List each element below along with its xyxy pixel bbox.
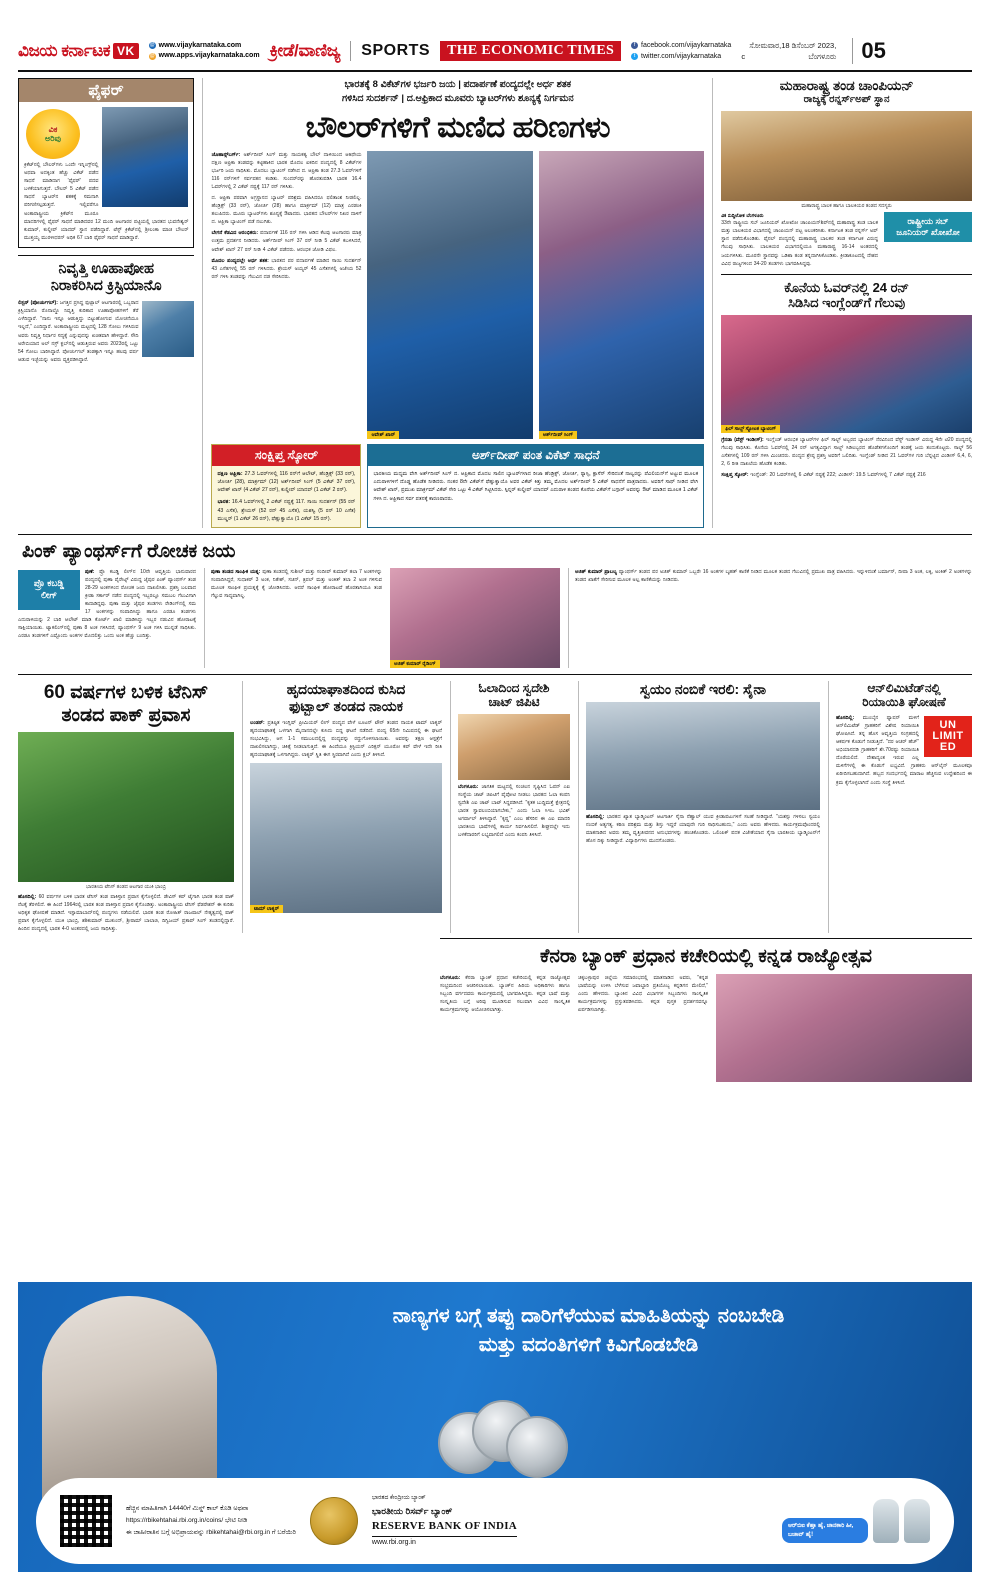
- rbi-identity: ಭಾರತದ ಕೇಂದ್ರೀಯ ಬ್ಯಾಂಕ್ ಭಾರತೀಯ ರಿಸರ್ವ್ ಬ್ಯಾಂಕ್ RESERVE BANK OF INDIA www.rbi.org.in: [372, 1494, 517, 1548]
- achievement-title: ಅರ್ಶ್‌ದೀಪ್ ಪಂತ ವಿಕೆಟ್ ಸಾಧನೆ: [368, 445, 703, 466]
- score-ind: ಭಾರತ: 16.4 ಓವರ್‌ಗಳಲ್ಲಿ 2 ವಿಕೆಟ್ ನಷ್ಟಕ್ಕೆ 117. ಸಾಯಿ ಸುದರ್ಶನ್ (55 ರನ್ 43 ಎಸೆತ), ಶ್ರೇಯಸ್ (52 ರನ್ 45 ಎಸೆತ), ಯಶಸ್ವಿ (5 ರನ್ 10 ಎಸೆತ) ಮುಲ್ಡರ್ (1 ವಿಕೆಟ್ 26 ರನ್), ಫೆಹ್ಲುಕ್ವಾಯೊ (1 ವಿಕೆಟ್ 15 ರನ್).: [217, 499, 356, 523]
- edition-city: ಬೆಂಗಳೂರು: [808, 52, 837, 61]
- newspaper-page: [0, 30, 990, 1584]
- pro-kabaddi-logo: ಪ್ರೊ ಕಬಡ್ಡಿ ಲೀಗ್: [18, 570, 80, 610]
- lead-body-row: [211, 151, 704, 439]
- publication-name: ವಿಜಯ ಕರ್ನಾಟಕ: [18, 41, 110, 60]
- kabaddi-photo-col: [390, 568, 560, 668]
- fifer-title: ಫೈಫರ್: [19, 79, 193, 102]
- brief-score-title: ಸಂಕ್ಷಿಪ್ತ ಸ್ಕೋರ್: [212, 445, 360, 466]
- mascot-group: [782, 1499, 930, 1543]
- unlimited-paragraph: UN LIMIT ED ಹೊಸದಿಲ್ಲಿ: ಮುಂಬೈನ ಫ್ಯಾಷನ್ ಮಳಿಗೆ ಆನ್‌ಲಿಮಿಟೆಡ್ ಗ್ರಾಹಕರಿಗೆ ವಿಶೇಷ ರಿಯಾಯಿತಿ ಘೋಷಿಸಿದೆ. ತನ್ನ ಹೊಸ ಆವೃತ್ತಿಯ ಸಂಗ್ರಹದಲ್ಲಿ ಆಕರ್ಷಕ ಕೊಡುಗೆ ನೀಡುತ್ತಿದೆ. "ದರ ಆಚರ್ ಹೆಚ್" ಅಭಿಯಾನದಡಿ ಗ್ರಾಹಕರಿಗೆ ಶೇ.70ರಷ್ಟು ರಿಯಾಯಿತಿ ದೊರೆಯಲಿದೆ. ದೇಶಾದ್ಯಂತ ಇರುವ ಎಲ್ಲ ಮಳಿಗೆಗಳಲ್ಲಿ ಈ ಕೊಡುಗೆ ಲಭ್ಯವಿದೆ. ಗ್ರಾಹಕರು ಆನ್‌ಲೈನ್ ಮೂಲಕವೂ ಖರೀದಿಸಬಹುದಾಗಿದೆ. ಹಬ್ಬದ ಸಂದರ್ಭದಲ್ಲಿ ಮಾರಾಟ ಹೆಚ್ಚಿಸುವ ಉದ್ದೇಶದಿಂದ ಈ ಕ್ರಮ ಕೈಗೊಳ್ಳಲಾಗಿದೆ ಎಂದು ಸಂಸ್ಥೆ ತಿಳಿಸಿದೆ.: [836, 714, 972, 786]
- brief-score-body: [212, 466, 360, 528]
- apps-icon: @: [149, 52, 155, 59]
- khokho-team-photo: [721, 111, 972, 201]
- site-link-main[interactable]: @ www.vijaykarnataka.com: [149, 41, 242, 49]
- kabaddi-photo-caption: ಅಜಿತ್ ಕುಮಾರ್ ರೈಡಿಂಗ್: [390, 660, 440, 668]
- khokho-text: [721, 212, 878, 268]
- tennis-body-row: [18, 893, 234, 933]
- saina-event-photo: [586, 702, 820, 810]
- khokho-article: [721, 78, 972, 268]
- canara-event-photo: [716, 974, 972, 1082]
- achievement-body: ಭಾರತೀಯ ಮಧ್ಯಮ ವೇಗಿ ಅರ್ಶ್‌ದೀಪ್ ಸಿಂಗ್ ದ. ಆಫ್ರಿಕಾದ ಮೊದಲ ಸಾಲಿನ ಬ್ಯಾಟರ್‌ಗಳಾದ ರೀಜಾ ಹೆಂಡ್ರಿಕ್ಸ್, ಜೋರ್ಜಿ, ರ‍್ಯಾಸ್ಸಿ, ಕ್ಲಾಸೆನ್ ಸೇರಿದಂತೆ ನಾಲ್ವರನ್ನು ಪೆವಿಲಿಯನ್‌ಗೆ ಅಟ್ಟುವ ಮೂಲಕ ಎದುರಾಳಿಗಳಿಗೆ ದೊಡ್ಡ ಹೊಡೆತ ನೀಡಿದರು. ನಂತರ 8ನೇ ವಿಕೆಟ್‌ಗೆ ಫೆಹ್ಲುಕ್ವಾಯೊ ಅವರ ವಿಕೆಟ್ ಕಿತ್ತು ತಮ್ಮ ಮೊದಲ ಅರ್ಶ್‌ದೀಪ್ 5 ವಿಕೆಟ್ ಸಾಧನೆಗೆ ಪಾತ್ರರಾದರು. ಅವರಿಗೆ ಸಾಥ್ ನೀಡಿದ ವೇಗಿ ಆವೇಶ್ ಖಾನ್, ಪ್ರಮುಖ ಮಾರ್ಕ್ರಮ್ ವಿಕೆಟ್ ಸೇರಿ ಒಟ್ಟು 4 ವಿಕೆಟ್ ಗಿಟ್ಟಿಸಿದರು. ಸ್ಪಿನ್ನರ್ ಕುಲ್ದೀಪ್ ಯಾದವ್ ಎದುರಾಳಿ ತಂಡದ ಕೊನೆಯ ವಿಕೆಟ್‌ಗೆ ಬಗ್ಗಾರ್ ಅವರನ್ನು ಔಟ್ ಮಾಡಿದ ಮೂಲಕ 1 ವಿಕೆಟ್ ಗಳಿಸಿ ದ. ಆಫ್ರಿಕಾದ ಸರ್ವ ಪತನಕ್ಕೆ ಕಾರಣರಾದರು.: [373, 470, 699, 502]
- qr-code-icon[interactable]: [60, 1495, 112, 1547]
- avesh-khan-photo: [367, 151, 532, 439]
- unlimited-dateline: ಹೊಸದಿಲ್ಲಿ:: [836, 714, 855, 721]
- mascot-speech-bubble: ಆರ್‌ಬಿಐ ಕೆಹ್ತಾ ಹೈ, ಜಾನಕಾರಿ ಹೀ, ಬಚಾವ್ ಹೈ!: [782, 1518, 868, 1543]
- khokho-dateline: ವಿಕ ಸುದ್ದಿಲೋಕ ಬೆಂಗಳೂರು: [721, 212, 764, 218]
- lead-subhead-1: ಬೇಗನೆ ಕೆಡವಿದ ಆರಂಭಿಕರು:: [211, 230, 259, 237]
- ronaldo-headline-1: ನಿವೃತ್ತಿ ಊಹಾಪೋಹ: [58, 260, 155, 277]
- kabaddi-section: [18, 534, 972, 667]
- left-column: [18, 78, 194, 528]
- lead-paragraph-2: ದ. ಆಫ್ರಿಕಾ ಪರವಾಗಿ ಅಗ್ರಸ್ಥಾನದ ಬ್ಯಾಟರ್ ಪರಿಶ್ರಮ ವಹಿಸಿದರೂ ಫಲಿತಾಂಶ ನೀಡಲಿಲ್ಲ. ಹೆಂಡ್ರಿಕ್ಸ್ (33 ರನ್), ಜೋರ್ಜಿ (28) ಹಾಗೂ ಮಾರ್ಕ್ರಮ್ (12) ಮಾತ್ರ ಎರಡಂಕಿ ತಲುಪಿದರು. ಮೂರು ಬ್ಯಾಟರ್‌ಗಳು ಶೂನ್ಯಕ್ಕೆ ಔಟಾದರು. ಭಾರತದ ಬೌಲರ್‌ಗಳ ನಿಖರ ದಾಳಿಗೆ ದ. ಆಫ್ರಿಕಾ ಬ್ಯಾಟಿಂಗ್ ಪಡೆ ನಲುಗಿತು.: [211, 194, 362, 226]
- kabaddi-col-2: ಪುಣಾ ತಂಡದ ಸಾಂಘಿಕ ಯತ್ನ: ಪುಣಾ ತಂಡದಲ್ಲಿ ಸುಶೀಲ್ ಮತ್ತು ಸಂದೀಪ್ ಕುಮಾರ್ ತಲಾ 7 ಅಂಕಗಳನ್ನು ಸಂಪಾದಿಸಿದ್ದರೆ, ಸುಧಾಕರ್ 3 ಅಂಕ, ನಿತೇಶ್, ಸಚಿನ್, ತ್ರಿಪಲ್ ಮತ್ತು ಅಂಕಿತ್ ತಲಾ 2 ಅಂಕ ಗಳಿಸುವ ಮೂಲಕ ಸಾಂಘಿಕ ಪ್ರಯತ್ನಕ್ಕೆ ಕೈ ಜೋಡಿಸಿದರು. ಆದರೆ ಸಾಂಘಿಕ ಹೋರಾಟವೆ ಹೊರತಾಗಿಯೂ ತಂಡ ಗೆಲ್ಲುವ ಸಾಧ್ಯವಾಗಿಲ್ಲ.: [204, 568, 382, 668]
- economic-times-logo: THE ECONOMIC TIMES: [440, 41, 621, 61]
- khokho-headline: ಮಹಾರಾಷ್ಟ್ರ ತಂಡ ಚಾಂಪಿಯನ್: [779, 78, 914, 93]
- lead-dateline: ಜೊಹಾನ್ಸ್‌ಬರ್ಗ್:: [211, 151, 241, 158]
- section-krida-label: ಕ್ರೀಡೆ/ವಾಣಿಜ್ಯ: [269, 41, 341, 60]
- england-article: [721, 274, 972, 480]
- unlimited-headline-1: ಆನ್‌ಲಿಮಿಟೆಡ್‌ನಲ್ಲಿ: [867, 680, 941, 695]
- tennis-article: [18, 681, 234, 934]
- vika-arivu-logo: ವಿಕ ಅರಿವು: [26, 109, 80, 159]
- site-link-apps[interactable]: @ www.apps.vijaykarnataka.com: [149, 52, 260, 59]
- ronaldo-headline-2: ನಿರಾಕರಿಸಿದ ಕ್ರಿಸ್ಟಿಯಾನೊ: [50, 278, 162, 295]
- unlimited-brand-logo: UN LIMIT ED: [924, 716, 972, 757]
- right-column: [712, 78, 972, 528]
- football-headline-1: ಹೃದಯಾಘಾತದಿಂದ ಕುಸಿದ: [286, 680, 406, 697]
- tennis-player-photo: [18, 732, 234, 882]
- social-links: [631, 40, 731, 62]
- chatgpt-article: [450, 681, 570, 934]
- canara-headline: ಕೆನರಾ ಬ್ಯಾಂಕ್ ಪ್ರಧಾನ ಕಚೇರಿಯಲ್ಲಿ ಕನ್ನಡ ರಾಜ್ಯೋತ್ಸವ: [540, 946, 872, 968]
- ad-contact-lines: ಹೆಚ್ಚಿನ ಮಾಹಿತಿಗಾಗಿ 14440ಗೆ ಮಿಸ್ಡ್ ಕಾಲ್ ಕೊಡಿ ಅಥವಾ https://rbikehtahai.rbi.org.in/coins/ ಭೇಟಿ ನೀಡಿ ಈ ಜಾಹೀರಾತಿನ ಬಗ್ಗೆ ಅಭಿಪ್ರಾಯವನ್ನು rbikehtahai@rbi.org.in ಗೆ ಬರೆಯಿರಿ: [126, 1504, 296, 1536]
- top-section: [18, 72, 972, 528]
- tennis-dateline: ಹೊಸದಿಲ್ಲಿ:: [18, 893, 37, 900]
- saina-paragraph: ಹೊಸದಿಲ್ಲಿ: ಭಾರತದ ಖ್ಯಾತ ಬ್ಯಾಡ್ಮಿಂಟನ್ ಆಟಗಾರ್ತಿ ಸೈನಾ ನೆಹ್ವಾಲ್ ಯುವ ಕ್ರೀಡಾಪಟುಗಳಿಗೆ ಸಲಹೆ ನೀಡಿದ್ದಾರೆ. "ಯಶಸ್ಸು ಗಳಿಸಲು ಸ್ವಯಂ ನಂಬಿಕೆ ಅತ್ಯಗತ್ಯ. ಕಠಿಣ ಪರಿಶ್ರಮ ಮತ್ತು ಶಿಸ್ತು ಇದ್ದರೆ ಯಾವುದೇ ಗುರಿ ಸಾಧಿಸಬಹುದು," ಎಂದು ಅವರು ಹೇಳಿದರು. ಕಾರ್ಯಕ್ರಮವೊಂದರಲ್ಲಿ ಮಾತನಾಡಿದ ಅವರು ತಮ್ಮ ವೃತ್ತಿಜೀವನದ ಅನುಭವಗಳನ್ನು ಹಂಚಿಕೊಂಡರು. ಒಲಿಂಪಿಕ್ ಪದಕ ವಿಜೇತೆಯಾದ ಸೈನಾ ಭಾರತೀಯ ಬ್ಯಾಡ್ಮಿಂಟನ್‌ಗೆ ಹೊಸ ದಿಕ್ಕು ನೀಡಿದ್ದಾರೆ. ವಿದ್ಯಾರ್ಥಿಗಳು ಮುದಗೊಂಡರು.: [586, 813, 821, 844]
- chatgpt-paragraph: ಬೆಂಗಳೂರು: ಜಾಗತಿಕ ಮಟ್ಟದಲ್ಲಿ ಸಂಚಲನ ಸೃಷ್ಟಿಸಿದ ಓಪನ್ ಎಐ ಸಂಸ್ಥೆಯ ಚಾಟ್ ಜಿಪಿಟಿಗೆ ಪೈಪೋಟಿ ನೀಡಲು ಭಾರತದ ಓಲಾ ಕಂಪನಿ ಸ್ವದೇಶಿ ಎಐ ಚಾಟ್ ಬಾಟ್ ಸಿದ್ಧಪಡಿಸಿದೆ. "ಕೃತಕ ಬುದ್ಧಿಮತ್ತೆ ಕ್ಷೇತ್ರದಲ್ಲಿ ಭಾರತ ಸ್ವಾವಲಂಬಿಯಾಗಬೇಕು," ಎಂದು ಓಲಾ ಸಿಇಒ ಭವಿಶ್ ಅಗರ್ವಾಲ್ ತಿಳಿಸಿದ್ದಾರೆ. "ಕೃಷ್ಣ" ಎಂಬ ಹೆಸರಿನ ಈ ಎಐ ಮಾದರಿ ಭಾರತೀಯ ಭಾಷೆಗಳಲ್ಲಿ ಕಾರ್ಯ ನಿರ್ವಹಿಸಲಿದೆ. ಶೀಘ್ರದಲ್ಲೇ ಇದು ಬಳಕೆದಾರರಿಗೆ ಲಭ್ಯವಾಗಲಿದೆ ಎಂದು ಕಂಪನಿ ತಿಳಿಸಿದೆ.: [458, 783, 570, 839]
- tennis-headline-1: 60 ವರ್ಷಗಳ ಬಳಿಕ ಟೆನಿಸ್: [43, 681, 209, 703]
- ad-headline: ನಾಣ್ಯಗಳ ಬಗ್ಗೆ ತಪ್ಪು ದಾರಿಗೆಳೆಯುವ ಮಾಹಿತಿಯನ್ನು ನಂಬಬೇಡಿ ಮತ್ತು ವದಂತಿಗಳಿಗೆ ಕಿವಿಗೊಡಬೇಡಿ: [392, 1305, 785, 1356]
- coins-graphic: [438, 1398, 588, 1470]
- section-sports-label: SPORTS: [361, 42, 431, 59]
- rbi-coins-link[interactable]: https://rbikehtahai.rbi.org.in/coins/ ಭೇಟಿ ನೀಡಿ: [126, 1516, 248, 1524]
- lead-paragraph-1: ಜೊಹಾನ್ಸ್‌ಬರ್ಗ್: ಅರ್ಶ್‌ದೀಪ್ ಸಿಂಗ್ ಮತ್ತು ನಾಯಕತ್ವ ಬೌಲ್ ದಾಳಿಯಿಂದ ಆತಿಥೇಯ ದಕ್ಷಿಣ ಆಫ್ರಿಕಾ ತಂಡವನ್ನು ಕಟ್ಟಿಹಾಕಿದ ಭಾರತ ಮೊದಲ ಏಕದಿನ ಪಂದ್ಯದಲ್ಲಿ 8 ವಿಕೆಟ್‌ಗಳ ಭರ್ಜರಿ ಜಯ ಸಾಧಿಸಿತು. ಮೊದಲು ಬ್ಯಾಟಿಂಗ್ ನಡೆಸಿದ ದ. ಆಫ್ರಿಕಾ ತಂಡ 27.3 ಓವರ್‌ಗಳಿಗೆ 116 ರನ್‌ಗಳಿಗೆ ಸರ್ವಪತನ ಕಂಡಿತು. ಸುಂದರ್‌ರನ್ನು ಹೊರತುಪಡಿಸಿ ಭಾರತ 16.4 ಓವರ್‌ಗಳಲ್ಲಿ 2 ವಿಕೆಟ್ ನಷ್ಟಕ್ಕೆ 117 ರನ್ ಗಳಿಸಿತು.: [211, 151, 362, 190]
- lead-headline: ಬೌಲರ್‌ಗಳಿಗೆ ಮಣಿದ ಹರಿಣಗಳು: [305, 110, 611, 144]
- arshdeep-singh-photo: [539, 151, 704, 439]
- avesh-caption: ಆವೇಶ್ ಖಾನ್: [367, 431, 399, 439]
- tennis-headline-2: ತಂಡದ ಪಾಕ್ ಪ್ರವಾಸ: [61, 704, 191, 726]
- fifer-body: [19, 102, 193, 247]
- tennis-caption: ಭಾರತೀಯ ಟೆನಿಸ್ ತಂಡದ ಆಟಗಾರ ಯುಕಿ ಭಾಂಬ್ರಿ: [86, 883, 166, 890]
- saina-headline: ಸ್ವಯಂ ನಂಬಿಕೆ ಇರಲಿ: ಸೈನಾ: [639, 680, 767, 697]
- canara-photo-wrap: [716, 974, 972, 1082]
- website-links: [149, 41, 260, 62]
- lead-story: [202, 78, 704, 528]
- england-headline-1: ಕೊನೆಯ ಓವರ್‌ನಲ್ಲಿ 24 ರನ್: [784, 279, 909, 295]
- masthead: [18, 30, 972, 72]
- edition-date: ಸೋಮವಾರ,18 ಡಿಸೆಂಬರ್ 2023, c ಬೆಂಗಳೂರು: [741, 40, 837, 61]
- khokho-event-badge: ರಾಷ್ಟ್ರೀಯ ಸಬ್ ಜೂನಿಯರ್ ಖೋಖೋ: [884, 212, 972, 242]
- england-paragraph: ಗ್ರೆನಡಾ (ವೆಸ್ಟ್ ಇಂಡೀಸ್): ಇಂಗ್ಲೆಂಡ್ ಆರಂಭಿಕ ಬ್ಯಾಟರ್‌ಗಳ ಫಿಲ್ ಸಾಲ್ಟ್ ಅಬ್ಬರದ ಬ್ಯಾಟಿಂಗ್ ನೆರವಿನಿಂದ ವೆಸ್ಟ್ ಇಂಡೀಸ್ ವಿರುದ್ಧ 4ನೇ ಟಿ20 ಪಂದ್ಯದಲ್ಲಿ ಗೆಲುವು ಸಾಧಿಸಿತು. ಕೊನೆಯ ಓವರ್‌ನಲ್ಲಿ 24 ರನ್ ಅಗತ್ಯವಿದ್ದಾಗ ಸಾಲ್ಟ್ ಸಿಡಿಲಬ್ಬರದ ಹೊಡೆತಗಳೊಂದಿಗೆ ತಂಡಕ್ಕೆ ಜಯ ತಂದುಕೊಟ್ಟರು. ಸಾಲ್ಟ್ 56 ಎಸೆತಗಳಲ್ಲಿ 109 ರನ್ ಗಳಿಸಿ ಮಿಂಚಿದರು. ಪಂದ್ಯದ ಶ್ರೇಷ್ಠ ಪ್ರಶಸ್ತಿ ಅವರಿಗೆ ಒಲಿದಿತು. ಇಂಗ್ಲೆಂಡ್ ನೀಡಿದ 21 ಓವರ್‌ಗಳ ಗುರಿ ಬೆನ್ನಟ್ಟಿದ ವಿಂಡೀಸ್ 6,4, 6, 2, 6 ರೀತಿ ದಾಖಲೆಯ ಹೊಡೆತ ಕಂಡಿತು.: [721, 436, 973, 468]
- kabaddi-headline: ಪಿಂಕ್ ಪ್ಯಾಂಥರ್ಸ್‌ಗೆ ರೋಚಕ ಜಯ: [22, 541, 236, 563]
- rbi-advertisement: [18, 1282, 972, 1572]
- ronaldo-photo: [142, 301, 194, 357]
- page-number: 05: [852, 38, 885, 64]
- mascot-icon: [873, 1499, 899, 1543]
- lead-photos: [367, 151, 704, 439]
- kabaddi-dateline: ಪುಣೆ:: [85, 568, 95, 575]
- football-article: [242, 681, 442, 934]
- chatgpt-person-photo: [458, 714, 570, 780]
- football-caption: ಟಾಮ್ ಲಾಕ್ಯರ್: [250, 905, 283, 913]
- football-headline-2: ಫುಟ್ಬಾಲ್ ತಂಡದ ನಾಯಕ: [288, 697, 404, 714]
- chatgpt-headline-1: ಓಲಾದಿಂದ ಸ್ವದೇಶಿ: [478, 680, 550, 695]
- kabaddi-col-3: ಅಜಿತ್ ಕುಮಾರ್ ಪ್ರಾಬಲ್ಯ ಪ್ಯಾಂಥರ್ಸ್ ತಂಡದ ಪರ ಅಜಿತ್ ಕುಮಾರ್ ಒಬ್ಬರೇ 16 ಅಂಕಗಳ ಬೃಹತ್ ಕಾಣಿಕೆ ನೀಡಿದ ಮೂಲಕ ತಂಡದ ಗೆಲುವಿನಲ್ಲಿ ಪ್ರಮುಖ ಪಾತ್ರ ವಹಿಸಿದರು. ಇನ್ನುಳಿದಂತೆ ಬರ್ಮಾನ್, ದೀಪಾ 3 ಅಂಕ, ಲಕ್ಕಿ, ಅಂಕಿತ್ 2 ಅಂಕಗಳನ್ನು ತಂಡದ ಖಾತೆಗೆ ಸೇರಿಸುವ ಮೂಲಕ ಅಲ್ಪ ಕಾಣಿಕೆಯನ್ನು ನೀಡಿದರು.: [568, 568, 972, 668]
- rbi-seal-icon: [310, 1497, 358, 1545]
- ad-footer: [36, 1478, 954, 1564]
- ronaldo-body: ಲಿಸ್ಬನ್ (ಪೋರ್ಚುಗಲ್): ಜಗತ್ತಿನ ಪ್ರಸಿದ್ಧ ಫುಟ್ಬಾಲ್ ಆಟಗಾರರಲ್ಲಿ ಒಬ್ಬರಾದ ಕ್ರಿಸ್ಟಿಯಾನೊ ರೊನಾಲ್ಡೊ ನಿವೃತ್ತಿ ಕುರಿತಾದ ಊಹಾಪೋಹಗಳಿಗೆ ತೆರೆ ಎಳೆದಿದ್ದಾರೆ. "ನಾನು ಇನ್ನೂ ಆಡುತ್ತಿದ್ದು ಬಿಟ್ಟುಹೋಗುವ ಯೋಚನೆಯೂ ಇಲ್ಲದೆ," ಎಂದಿದ್ದಾರೆ. ಅಂತಾರಾಷ್ಟ್ರೀಯ ಮಟ್ಟದಲ್ಲಿ 128 ಗೋಲು ಗಳಿಸಿರುವ ಅವರು ನಿವೃತ್ತಿ ನಿರ್ಧಾರ ಸದ್ಯಕ್ಕೆ ಎನ್ನುವುದನ್ನು ಖಚಿತವಾಗಿ ಹೇಳಿದ್ದಾರೆ. ಸೌದಿ ಅರೇಬಿಯಾದ ಅಲ್ ನಸ್ರ್ ಕ್ಲಬ್‌ನಲ್ಲಿ ಆಡುತ್ತಿರುವ ಅವರು 2023ರಲ್ಲಿ ಒಟ್ಟು 54 ಗೋಲು ಬಾರಿಸಿದ್ದಾರೆ. ಪೋರ್ಚುಗಲ್ ತಂಡಕ್ಕಾಗಿ ಇನ್ನೂ ಹಲವು ವರ್ಷ ಆಡುವ ಇಚ್ಛೆಯನ್ನು ಅವರು ವ್ಯಕ್ತಪಡಿಸಿದ್ದಾರೆ.: [18, 299, 194, 364]
- rbi-website[interactable]: www.rbi.org.in: [371, 1538, 416, 1546]
- brief-score-box: [211, 444, 361, 529]
- canara-body-row: [440, 974, 972, 1082]
- canara-paragraph-2: ಚಿಕ್ಕಬಳ್ಳಾಪುರ ಜಿಲ್ಲೆಯ ಸಮಾರಂಭದಲ್ಲಿ ಮಾತನಾಡಿದ ಅವರು, "ಕನ್ನಡ ಭಾಷೆಯನ್ನು ಉಳಿಸಿ ಬೆಳೆಸುವ ಜವಾಬ್ದಾರಿ ಪ್ರತಿಯೊಬ್ಬ ಕನ್ನಡಿಗನ ಮೇಲಿದೆ," ಎಂದು ಹೇಳಿದರು. ಬ್ಯಾಂಕಿನ ವಿವಿಧ ವಿಭಾಗಗಳ ಸಿಬ್ಬಂದಿಗಳು ಸಾಂಸ್ಕೃತಿಕ ಕಾರ್ಯಕ್ರಮಗಳನ್ನು ಪ್ರಸ್ತುತಪಡಿಸಿದರು. ಕನ್ನಡ ಪುಸ್ತಕ ಪ್ರದರ್ಶನವನ್ನೂ ಏರ್ಪಡಿಸಲಾಗಿತ್ತು.: [578, 974, 708, 1013]
- fifer-explainer-box: [18, 78, 194, 248]
- khokho-paragraph: 33ನೇ ರಾಷ್ಟ್ರೀಯ ಸಬ್ ಜೂನಿಯರ್ ಖೋಖೋ ಚಾಂಪಿಯನ್‌ಶಿಪ್‌ನಲ್ಲಿ ಮಹಾರಾಷ್ಟ್ರ ತಂಡ ಬಾಲಕ ಮತ್ತು ಬಾಲಕಿಯರ ವಿಭಾಗದಲ್ಲಿ ಚಾಂಪಿಯನ್ ಪಟ್ಟ ಅಲಂಕರಿಸಿತು. ಕರ್ನಾಟಕ ತಂಡ ರನ್ನರ್ಸ್ ಅಪ್ ಸ್ಥಾನ ಪಡೆದುಕೊಂಡಿತು. ಫೈನಲ್ ಪಂದ್ಯದಲ್ಲಿ ಮಹಾರಾಷ್ಟ್ರ ಬಾಲಕರ ತಂಡ ಕರ್ನಾಟಕ ವಿರುದ್ಧ ಗೆಲುವು ಸಾಧಿಸಿತು. ಬಾಲಕಿಯರ ವಿಭಾಗದಲ್ಲಿಯೂ ಮಹಾರಾಷ್ಟ್ರ 16-14 ಅಂತರದಲ್ಲಿ ಜಯಗಳಿಸಿತು. ಮೂರನೇ ಸ್ಥಾನವನ್ನು ಒಡಿಶಾ ತಂಡ ತನ್ನದಾಗಿಸಿಕೊಂಡಿತು. ಕ್ರೀಡಾಕೂಟದಲ್ಲಿ ದೇಶದ ವಿವಿಧ ರಾಜ್ಯಗಳಿಂದ 34-20 ತಂಡಗಳು ಭಾಗವಹಿಸಿದ್ದವು.: [721, 220, 878, 267]
- chatgpt-headline-2: ಚಾಟ್ ಜಿಪಿಟಿ: [488, 695, 540, 710]
- khokho-body-row: [721, 212, 972, 268]
- twitter-link[interactable]: t twitter.com/vijaykarnataka: [631, 51, 731, 62]
- england-summary: ಸಂಕ್ಷಿಪ್ತ ಸ್ಕೋರ್: ಇಂಗ್ಲೆಂಡ್: 20 ಓವರ್‌ಗಳಲ್ಲಿ 6 ವಿಕೆಟ್ ನಷ್ಟಕ್ಕೆ 222; ವಿಂಡೀಸ್: 19.5 ಓವರ್‌ಗಳಲ್ಲಿ 7 ವಿಕೆಟ್ ನಷ್ಟಕ್ಕೆ 216: [721, 472, 926, 479]
- chatgpt-dateline: ಬೆಂಗಳೂರು:: [458, 783, 479, 790]
- lead-boxes-row: [211, 444, 704, 529]
- kabaddi-col-1: ಪ್ರೊ ಕಬಡ್ಡಿ ಲೀಗ್ ಪುಣೆ: ಪ್ರೊ ಕಬಡ್ಡಿ ಲೀಗ್‌ನ 10ನೇ ಆವೃತ್ತಿಯ ಭಾನುವಾರದ ಪಂದ್ಯದಲ್ಲಿ ಪುಣಾ ಪೈರೇಟ್ಸ್ ವಿರುದ್ಧ ಜೈಪುರ ಪಿಂಕ್ ಪ್ಯಾಂಥರ್ಸ್ ತಂಡ 28-29 ಅಂಕಗಳಿಂದ ರೋಚಕ ಜಯ ದಾಖಲಿಸಿತು. ಪ್ರಶಸ್ತಿ ಬಲವಾದ ಕ್ರೀಡಾ ಸರ್ಕಾರ್ ನಡೆದ ಪಂದ್ಯದಲ್ಲಿ ಇಬ್ಬರಲ್ಲೂ ಸಮಬಲ ಗೆಲುವಿಗಾಗಿ ಕಾದಾಡಿದ್ದವು. ಪುಣಾ ಮತ್ತು ಜೈಪುರ ತಂಡಗಳು ರೇಡಿಂಗ್‌ನಲ್ಲಿ ಸಮ 17 ಅಂಕಗಳನ್ನು ಸಂಪಾದಿಸಿದ್ದು ಹಾಗೂ ಎರಡೂ ತಂಡಗಳು ಎದುರಾಳಿಯನ್ನು 2 ಬಾರಿ ಆಲೌಟ್ ಮಾಡಿ ಕೋರ್ಟ್ ಖಾಲಿ ಮಾಡಿಸಿದ್ದು ಇಬ್ಬರ ನಡುವಿನ ಹೋರಾಟಕ್ಕೆ ಸಾಕ್ಷಿಯಾಯಿತು. ಟ್ಯಾಕಲಿಂಗ್‌ನಲ್ಲಿ ಪುಣಾ 8 ಅಂಕ ಗಳಿಸಿದರೆ, ಪ್ಯಾಂಥರ್ಸ್ 9 ಅಂಕ ಗಳಿಸಿ ಮುನ್ನಡೆ ಸಾಧಿಸಿತು. ಎರಡೂ ತಂಡಗಳಿಗೆ ಎಷ್ಟೊಂದು ಅಂಕಗಳ ಮೊದಲಿತ್ತು ಒಂದು ಅಂಕ ಹೆಚ್ಚು ಬಂದಿತ್ತು.: [18, 568, 196, 640]
- divider: [350, 41, 351, 61]
- facebook-icon: f: [631, 42, 638, 49]
- avesh-photo-block: [367, 151, 532, 439]
- publication-logo[interactable]: [18, 41, 139, 61]
- mascot-icon: [904, 1499, 930, 1543]
- ronaldo-article: [18, 255, 194, 364]
- england-body-row: [721, 436, 972, 468]
- lead-kicker-2: ಗಳಿಸಿದ ಸುದರ್ಶನ್ | ದ.ಆಫ್ರಿಕಾದ ಮೂವರು ಬ್ಯಾಟರ್‌ಗಳು ಶೂನ್ಯಕ್ಕೆ ನಿರ್ಗಮನ: [341, 93, 574, 105]
- saina-article: [578, 681, 820, 934]
- phil-salt-photo: [721, 315, 972, 433]
- saina-dateline: ಹೊಸದಿಲ್ಲಿ:: [586, 813, 605, 820]
- canara-article: [440, 938, 972, 1081]
- canara-paragraph-1: ಬೆಂಗಳೂರು: ಕೆನರಾ ಬ್ಯಾಂಕ್ ಪ್ರಧಾನ ಕಚೇರಿಯಲ್ಲಿ ಕನ್ನಡ ರಾಜ್ಯೋತ್ಸವ ಸಂಭ್ರಮದಿಂದ ಆಚರಿಸಲಾಯಿತು. ಬ್ಯಾಂಕ್‌ನ ಹಿರಿಯ ಅಧಿಕಾರಿಗಳು ಹಾಗೂ ಸಿಬ್ಬಂದಿ ವರ್ಗದವರು ಕಾರ್ಯಕ್ರಮದಲ್ಲಿ ಭಾಗವಹಿಸಿದ್ದರು. ಕನ್ನಡ ಭಾಷೆ ಮತ್ತು ಸಂಸ್ಕೃತಿಯ ಬಗ್ಗೆ ಅರಿವು ಮೂಡಿಸುವ ಸಲುವಾಗಿ ವಿವಿಧ ಸಾಂಸ್ಕೃತಿಕ ಕಾರ್ಯಕ್ರಮಗಳನ್ನು ಆಯೋಜಿಸಲಾಗಿತ್ತು.: [440, 974, 571, 1013]
- lead-text-column: [211, 151, 361, 439]
- lead-kicker-1: ಭಾರತಕ್ಕೆ 8 ವಿಕೆಟ್‌ಗಳ ಭರ್ಜರಿ ಜಯ | ಪದಾರ್ಪಣೆ ಪಂದ್ಯದಲ್ಲೇ ಅರ್ಧ ಶತಕ: [344, 79, 572, 90]
- lower-section: [18, 674, 972, 934]
- arshdeep-caption: ಅರ್ಶ್‌ದೀಪ್ ಸಿಂಗ್: [539, 431, 577, 439]
- lead-subhead-2: ಮೊದಲ ಪಂದ್ಯದಲ್ಲೇ ಅರ್ಧ ಶತಕ:: [211, 257, 269, 264]
- kabaddi-columns: [18, 568, 972, 668]
- football-dateline: ಲಂಡನ್:: [250, 719, 265, 726]
- edition-mark: c: [741, 52, 746, 61]
- score-sa: ದಕ್ಷಿಣ ಆಫ್ರಿಕಾ: 27.3 ಓವರ್‌ಗಳಲ್ಲಿ 116 ರನ್‌ಗೆ ಆಲೌಟ್, ಹೆಂಡ್ರಿಕ್ಸ್ (33 ರನ್), ಜೋರ್ಜಿ (28), ಮಾರ್ಕ್ರಮ್ (12) ಅರ್ಶ್‌ದೀಪ್ ಸಿಂಗ್ (5 ವಿಕೆಟ್ 37 ರನ್), ಆವೇಶ್ ಖಾನ್ (4 ವಿಕೆಟ್ 27 ರನ್), ಕುಲ್ದೀಪ್ ಯಾದವ್ (1 ವಿಕೆಟ್ 2 ರನ್).: [217, 470, 356, 494]
- vk-badge: VK: [113, 43, 139, 59]
- england-headline-2: ಸಿಡಿಸಿದ ಇಂಗ್ಲೆಂಡ್‌ಗೆ ಗೆಲುವು: [788, 295, 906, 311]
- coin-icon: [506, 1416, 568, 1478]
- kabaddi-action-photo: [390, 568, 560, 668]
- khokho-badge-wrap: [884, 212, 972, 268]
- football-photo: [250, 763, 442, 913]
- facebook-link[interactable]: f facebook.com/vijaykarnataka: [631, 40, 731, 51]
- khokho-subheadline: ರಾಜ್ಯಕ್ಕೆ ರನ್ನರ್ಸ್‌ಅಪ್ ಸ್ಥಾನ: [803, 94, 890, 106]
- ronaldo-dateline: ಲಿಸ್ಬನ್ (ಪೋರ್ಚುಗಲ್):: [18, 300, 58, 307]
- globe-icon: @: [149, 42, 155, 49]
- fifer-player-photo: [102, 107, 188, 207]
- lead-paragraph-4: ಮೊದಲ ಪಂದ್ಯದಲ್ಲೇ ಅರ್ಧ ಶತಕ: ಭಾರತದ ಪರ ಪದಾರ್ಪಣೆ ಮಾಡಿದ ಸಾಯಿ ಸುದರ್ಶನ್ 43 ಎಸೆತಗಳಲ್ಲಿ 55 ರನ್ ಗಳಿಸಿದರು. ಶ್ರೇಯಸ್ ಅಯ್ಯರ್ 45 ಎಸೆತಗಳಲ್ಲಿ ಅಜೇಯ 52 ರನ್ ಗಳಿಸಿ ತಂಡವನ್ನು ಗೆಲುವಿನ ದಡ ಸೇರಿಸಿದರು.: [211, 257, 362, 280]
- twitter-icon: t: [631, 53, 638, 60]
- lead-paragraph-3: ಬೇಗನೆ ಕೆಡವಿದ ಆರಂಭಿಕರು: ಪದಾರ್ಪಣೆ 116 ರನ್ ಗಳಿಸಿ ಆಡಿದ ಕೆಲವು ಆಟಗಾರರು ಮಾತ್ರ ಉತ್ತಮ ಪ್ರದರ್ಶನ ನೀಡಿದರು. ಅರ್ಶ್‌ದೀಪ್ ಸಿಂಗ್ 37 ರನ್ ನೀಡಿ 5 ವಿಕೆಟ್ ಕಬಳಿಸಿದರೆ, ಆವೇಶ್ ಖಾನ್ 27 ರನ್ ನೀಡಿ 4 ವಿಕೆಟ್ ಪಡೆದರು. ಆರಂಭಿಕ ಜೋಡಿ ವಿಫಲ.: [211, 230, 362, 253]
- unlimited-article: [828, 681, 972, 934]
- fifer-text: ಕ್ರಿಕೆಟ್‌ನಲ್ಲಿ ಬೌಲರ್‌ಗಳು ಒಂದೇ ಇನ್ನಿಂಗ್ಸ್‌ನಲ್ಲಿ ಅಥವಾ ಅದಕ್ಕಿಂತ ಹೆಚ್ಚು ವಿಕೆಟ್ ಪಡೆದ ಸಾಧನೆ ಮಾಡಿದಾಗ 'ಫೈಫರ್' ಪದವ ಬಳಕೆಯಾಗುತ್ತದೆ. ಬೌಲರ್ 5 ವಿಕೆಟ್ ಪಡೆದ ಸಾಧನೆ ಬ್ಯಾಟರ್‌ನ ಶತಕಕ್ಕೆ ಸಮನಾಗಿ ಪರಿಗಣಿಸಲ್ಪಡುತ್ತದೆ. ಇಲ್ಲಿವರೆಗೂ ಅಂತಾರಾಷ್ಟ್ರೀಯ ಕ್ರಿಕೆಟ್‌ನ ಮೂರೂ ಮಾದರಿಗಳಲ್ಲಿ ಫೈಫರ್ ಸಾಧನೆ ಮಾಡಿದವರ 12 ಮಂದಿ ಆಟಗಾರರ ಪಟ್ಟಿಯಲ್ಲಿ ಭಾರತದ ಭುವನೇಶ್ವರ್ ಕುಮಾರ್, ಕುಲ್ದೀಪ್ ಯಾದವ್ ಸ್ಥಾನ ಪಡೆದಿದ್ದಾರೆ. ಟೆಸ್ಟ್ ಕ್ರಿಕೆಟ್‌ನಲ್ಲಿ ಶ್ರೀಲಂಕಾ ಮಾಜಿ ಬೌಲರ್ ಮುತ್ತಯ್ಯ ಮುರಳೀಧರನ್ ಅಧಿಕ 67 ಬಾರಿ ಫೈಫರ್ ಸಾಧನೆ ಮಾಡಿದ್ದಾರೆ.: [24, 162, 189, 241]
- england-photo-caption: ಫಿಲ್ ಸಾಲ್ಟ್ ಸ್ಫೋಟಕ ಬ್ಯಾಟಿಂಗ್: [721, 425, 780, 433]
- england-dateline: ಗ್ರೆನಡಾ (ವೆಸ್ಟ್ ಇಂಡೀಸ್):: [721, 436, 764, 443]
- arshdeep-achievement-box: [367, 444, 704, 529]
- tennis-paragraph: ಹೊಸದಿಲ್ಲಿ: 60 ವರ್ಷಗಳ ಬಳಿಕ ಭಾರತ ಟೆನಿಸ್ ತಂಡ ಪಾಕಿಸ್ತಾನ ಪ್ರವಾಸ ಕೈಗೊಳ್ಳಲಿದೆ. ಡೇವಿಸ್ ಕಪ್ ಟೈಗಾಗಿ ಭಾರತ ತಂಡ ಪಾಕ್ ನೆಲಕ್ಕೆ ತೆರಳಲಿದೆ. ಈ ಹಿಂದೆ 1964ರಲ್ಲಿ ಭಾರತ ತಂಡ ಪಾಕಿಸ್ತಾನ ಪ್ರವಾಸ ಕೈಗೊಂಡಿತ್ತು. ಅಂತಾರಾಷ್ಟ್ರೀಯ ಟೆನಿಸ್ ಫೆಡರೇಶನ್ ಈ ಕುರಿತು ಅಧಿಕೃತ ಘೋಷಣೆ ಮಾಡಿದೆ. ಇಸ್ಲಾಮಾಬಾದ್‌ನಲ್ಲಿ ಪಂದ್ಯಗಳು ನಡೆಯಲಿವೆ. ಭಾರತ ತಂಡ ರೋಹಿತ್ ರಾಜಪಾಲ್ ನೇತೃತ್ವದಲ್ಲಿ ಪಾಕ್ ಪ್ರವಾಸ ಕೈಗೊಳ್ಳಲಿದೆ. ಯುಕಿ ಭಾಂಬ್ರಿ, ಶಶಿಕುಮಾರ್ ಮುಕುಂದ್, ಶ್ರೀರಾಮ್ ಬಾಲಾಜಿ, ದಿಗ್ವಿಜಯ್ ಪ್ರತಾಪ್ ಸಿಂಗ್ ತಂಡದಲ್ಲಿದ್ದಾರೆ. ಹಿಂದಿನ ಪಂದ್ಯದಲ್ಲಿ ಭಾರತ 4-0 ಅಂತರದಲ್ಲಿ ಜಯ ಸಾಧಿಸಿತ್ತು.: [18, 893, 234, 933]
- unlimited-headline-2: ರಿಯಾಯಿತಿ ಘೋಷಣೆ: [862, 695, 946, 710]
- khokho-caption: ಮಹಾರಾಷ್ಟ್ರ ಬಾಲಕ ಹಾಗೂ ಬಾಲಕಿಯರ ತಂಡದ ಸದಸ್ಯರು: [801, 202, 892, 209]
- canara-dateline: ಬೆಂಗಳೂರು:: [440, 974, 461, 981]
- arshdeep-photo-block: [539, 151, 704, 439]
- football-paragraph: ಲಂಡನ್: ಪ್ರತಿಷ್ಠಿತ ಇಂಗ್ಲಿಷ್ ಪ್ರೀಮಿಯರ್ ಲೀಗ್ ಪಂದ್ಯದ ವೇಳೆ ಲೂಟನ್ ಟೌನ್ ತಂಡದ ನಾಯಕ ಟಾಮ್ ಲಾಕ್ಯರ್ ಹೃದಯಾಘಾತಕ್ಕೆ ಒಳಗಾಗಿ ಮೈದಾನದಲ್ಲೇ ಕುಸಿದು ಬಿದ್ದ ಘಟನೆ ನಡೆದಿದೆ. ಪಂದ್ಯ 65ನೇ ನಿಮಿಷದಲ್ಲಿ ಈ ಘಟನೆ ಸಂಭವಿಸಿದ್ದು, ಆಗ 1-1 ಸಮಬಲದಲ್ಲಿದ್ದ ಪಂದ್ಯವನ್ನು ರದ್ದುಗೊಳಿಸಲಾಯಿತು. ಅವರನ್ನು ತಕ್ಷಣ ಆಸ್ಪತ್ರೆಗೆ ದಾಖಲಿಸಲಾಗಿದ್ದು, ಚಿಕಿತ್ಸೆ ನೀಡಲಾಗುತ್ತಿದೆ. ಈ ಹಿಂದೆಯೂ ಕ್ರಿಸ್ಟಿಯನ್ ಎರಿಕ್ಸನ್ ಯೂರೋ ಕಪ್ ವೇಳೆ ಇದೇ ರೀತಿ ಹೃದಯಾಘಾತಕ್ಕೆ ಒಳಗಾಗಿದ್ದರು. ಲಾಕ್ಯರ್ ಸ್ಥಿತಿ ಈಗ ಸ್ಥಿರವಾಗಿದೆ ಎಂದು ಕ್ಲಬ್ ತಿಳಿಸಿದೆ.: [250, 719, 443, 759]
